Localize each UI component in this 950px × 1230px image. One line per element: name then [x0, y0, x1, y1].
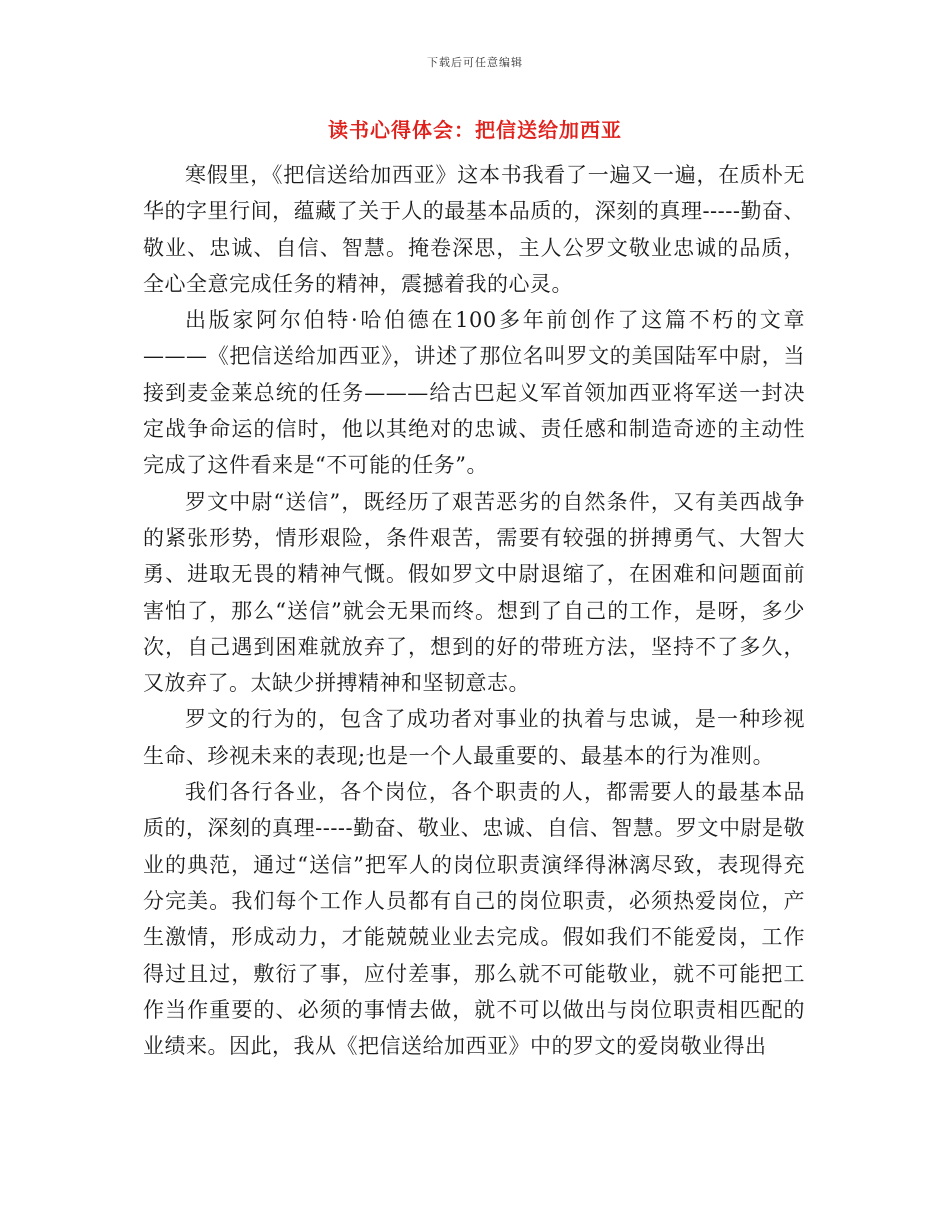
- document-body: [143, 157, 805, 1064]
- paragraph-5: 我们各行各业，各个岗位，各个职责的人，都需要人的最基本品质的，深刻的真理-----勤奋、敬业、忠诚、自信、智慧。罗文中尉是敬业的典范，通过“送信”把军人的岗位职责演绎得淋漓尽致，表现得充分完美。我们每个工作人员都有自己的岗位职责，必须热爱岗位，产生激情，形成动力，才能兢兢业业去完成。假如我们不能爱岗，工作得过且过，敷衍了事，应付差事，那么就不可能敬业，就不可能把工作当作重要的、必须的事情去做，就不可以做出与岗位职责相匹配的业绩来。因此，我从《把信送给加西亚》中的罗文的爱岗敬业得出: [143, 780, 805, 1059]
- paragraph-2: 出版家阿尔伯特·哈伯德在100多年前创作了这篇不朽的文章———《把信送给加西亚》，讲述了那位名叫罗文的美国陆军中尉，当接到麦金莱总统的任务———给古巴起义军首领加西亚将军送一封决定战争命运的信时，他以其绝对的忠诚、责任感和制造奇迹的主动性完成了这件看来是“不可能的任务”。: [143, 308, 805, 478]
- paragraph-3: 罗文中尉“送信”，既经历了艰苦恶劣的自然条件，又有美西战争的紧张形势，情形艰险，条件艰苦，需要有较强的拼搏勇气、大智大勇、进取无畏的精神气慨。假如罗文中尉退缩了，在困难和问题面前害怕了，那么“送信”就会无果而终。想到了自己的工作，是呀，多少次，自己遇到困难就放弃了，想到的好的带班方法，坚持不了多久，又放弃了。太缺少拼搏精神和坚韧意志。: [143, 489, 805, 696]
- document-title: 读书心得体会：把信送给加西亚: [328, 118, 622, 142]
- header-note: 下载后可任意编辑: [427, 56, 523, 69]
- paragraph-4: 罗文的行为的，包含了成功者对事业的执着与忠诚，是一种珍视生命、珍视未来的表现;也是一个人最重要的、最基本的行为准则。: [143, 707, 805, 768]
- paragraph-1: 寒假里，《把信送给加西亚》这本书我看了一遍又一遍，在质朴无华的字里行间，蕴藏了关于人的最基本品质的，深刻的真理-----勤奋、敬业、忠诚、自信、智慧。掩卷深思，主人公罗文敬业忠诚的品质，全心全意完成任务的精神，震撼着我的心灵。: [143, 163, 805, 296]
